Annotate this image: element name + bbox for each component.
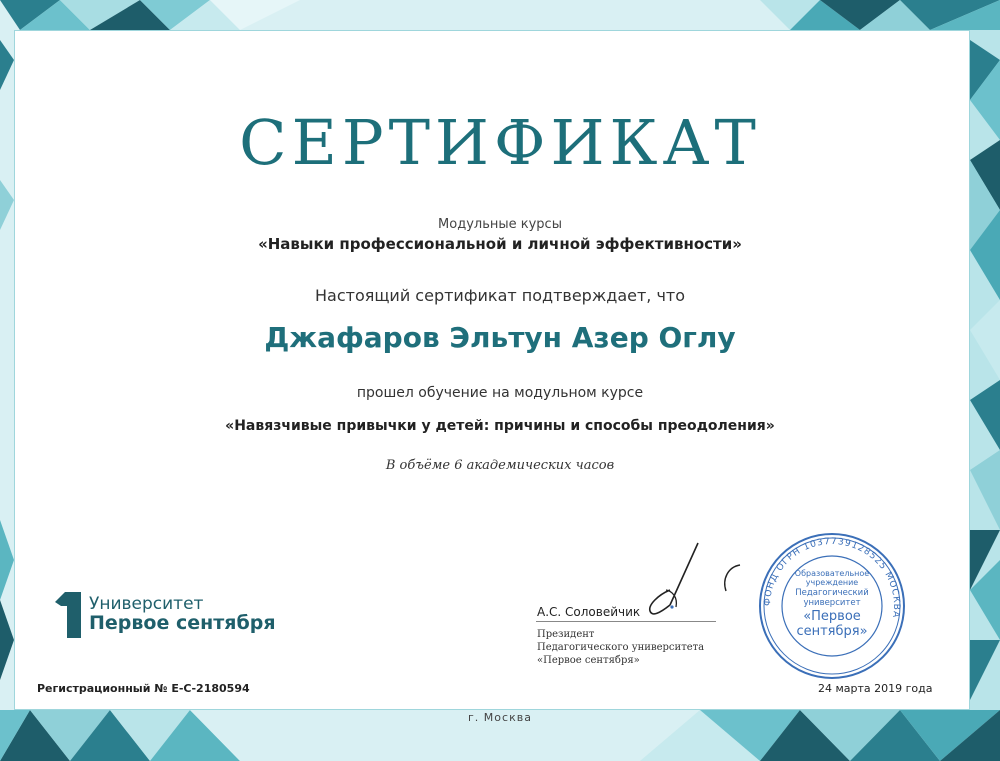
course-title: «Навыки профессиональной и личной эффективности»: [258, 235, 742, 253]
signatory-role: [537, 628, 704, 667]
signatory-role-line-1: Президент: [537, 629, 595, 640]
issue-date: 24 марта 2019 года: [818, 682, 933, 695]
official-stamp: [752, 532, 912, 680]
logo-mark-icon: [55, 592, 81, 638]
recipient-name: Джафаров Эльтун Азер Оглу: [264, 321, 736, 354]
stamp-inner-line-1: Образовательное: [794, 569, 870, 578]
course-type: Модульные курсы: [438, 217, 562, 232]
hours-text: В объёме 6 академических часов: [385, 458, 615, 473]
logo-text: [89, 596, 276, 634]
completion-text: прошел обучение на модульном курсе: [356, 385, 644, 401]
confirmation-text: Настоящий сертификат подтверждает, что: [314, 286, 686, 305]
stamp-inner-line-2: учреждение: [805, 578, 859, 587]
university-logo: [55, 592, 276, 638]
signatory-role-line-2: Педагогического университета: [537, 642, 705, 653]
issue-city: г. Москва: [468, 711, 532, 724]
logo-line-2: Первое сентября: [89, 611, 276, 634]
certificate-title: СЕРТИФИКАТ: [239, 106, 761, 179]
registration-number: Регистрационный № Е-С-2180594: [37, 682, 250, 695]
stamp-inner-line-5: «Первое: [803, 609, 861, 624]
signatory-role-line-3: «Первое сентября»: [537, 655, 640, 666]
module-title: «Навязчивые привычки у детей: причины и способы преодоления»: [225, 418, 775, 434]
signature-rule: [536, 621, 716, 622]
stamp-inner-line-4: университет: [803, 598, 861, 608]
logo-line-1: Университет: [89, 594, 204, 615]
stamp-inner-line-3: Педагогический: [795, 588, 869, 598]
signatory-name: А.С. Соловейчик: [537, 605, 641, 619]
stamp-inner-line-6: сентября»: [796, 624, 868, 639]
stamp-outer-text: ФОНД ОГРН 1037739128525 МОСКВА: [762, 536, 902, 619]
